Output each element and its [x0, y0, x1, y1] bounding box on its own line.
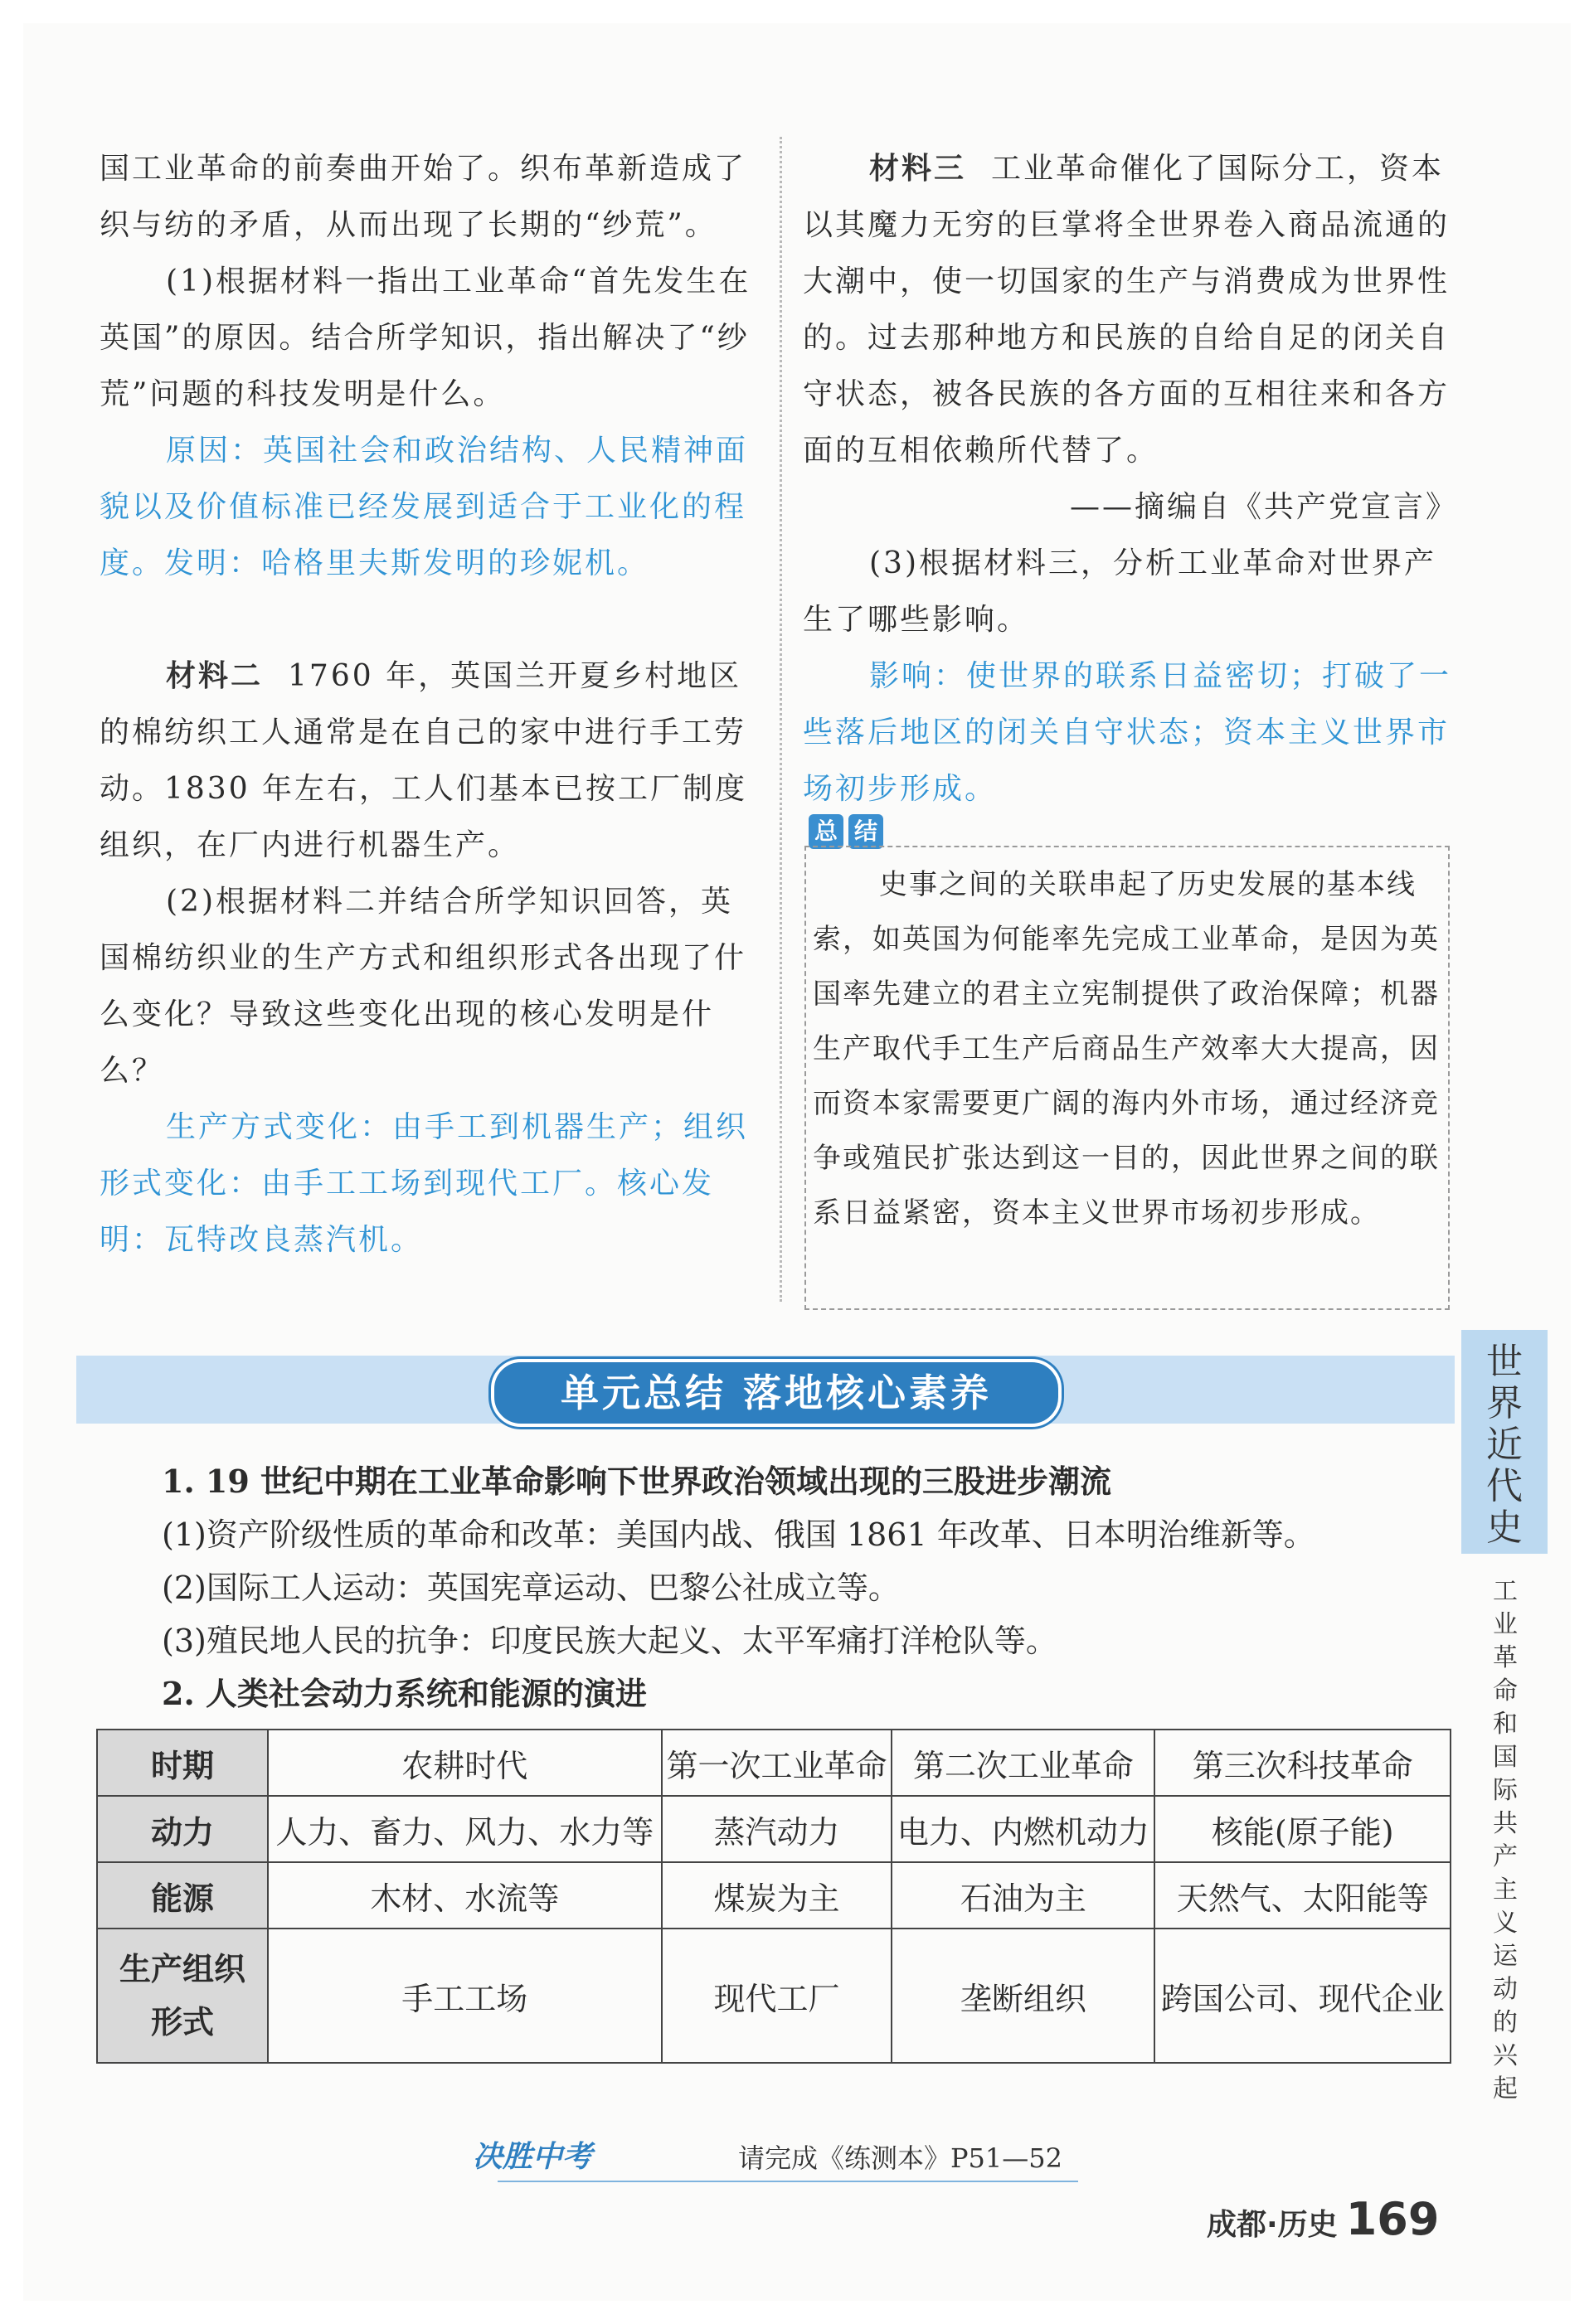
table-cell: 垄断组织 — [892, 1929, 1154, 2063]
table-cell: 跨国公司、现代企业 — [1154, 1929, 1451, 2063]
table-cell: 天然气、太阳能等 — [1154, 1862, 1451, 1929]
subject-label: 成都·历史 — [1207, 2208, 1338, 2242]
unit-summary — [162, 1455, 1455, 1720]
table-cell: 煤炭为主 — [662, 1862, 892, 1929]
unit-heading-2: 2. 人类社会动力系统和能源的演进 — [162, 1675, 647, 1712]
banner-title: 单元总结 落地核心素养 — [491, 1359, 1062, 1427]
table-cell: 时期 — [97, 1730, 268, 1796]
table-cell: 核能(原子能) — [1154, 1796, 1451, 1862]
material-three-label: 材料三 — [869, 152, 967, 186]
material-three-source: ——摘编自《共产党宣言》 — [1069, 490, 1458, 524]
column-divider — [780, 137, 782, 1302]
question-2: (2)根据材料二并结合所学知识回答，英国棉纺织业的生产方式和组织形式各出现了什么变化？导致这些变化出现的核心发明是什么？ — [100, 885, 747, 1088]
table-cell: 人力、畜力、风力、水力等 — [268, 1796, 662, 1862]
table-cell: 第三次科技革命 — [1154, 1730, 1451, 1796]
footer-divider — [498, 2181, 1078, 2182]
spacer — [100, 592, 763, 648]
table-cell: 能源 — [97, 1862, 268, 1929]
footer-logo: 决胜中考 — [473, 2140, 593, 2174]
material-three — [803, 141, 1458, 479]
unit-line-3: (3)殖民地人民的抗争：印度民族大起义、太平军痛打洋枪队等。 — [162, 1623, 1057, 1659]
table-cell: 木材、水流等 — [268, 1862, 662, 1929]
unit-line-2: (2)国际工人运动：英国宪章运动、巴黎公社成立等。 — [162, 1570, 900, 1606]
energy-table — [96, 1729, 1451, 2064]
material-two — [100, 648, 763, 874]
material-two-label: 材料二 — [166, 659, 264, 693]
material-one-tail: 国工业革命的前奏曲开始了。织布革新造成了织与纺的矛盾，从而出现了长期的“纱荒”。 — [100, 152, 747, 242]
table-cell: 第二次工业革命 — [892, 1730, 1154, 1796]
unit-heading-1: 1. 19 世纪中期在工业革命影响下世界政治领域出现的三股进步潮流 — [162, 1463, 1112, 1500]
summary-tag-char: 总 — [809, 814, 843, 849]
table-cell: 蒸汽动力 — [662, 1796, 892, 1862]
answer-3: 影响：使世界的联系日益密切；打破了一些落后地区的闭关自守状态；资本主义世界市场初步形成。 — [803, 659, 1452, 806]
page-number-block — [1207, 2193, 1439, 2245]
table-cell: 电力、内燃机动力 — [892, 1796, 1154, 1862]
side-tab — [1461, 1330, 1548, 1554]
left-column — [100, 141, 763, 1269]
page-number: 169 — [1345, 2193, 1440, 2245]
question-1: (1)根据材料一指出工业革命“首先发生在英国”的原因。结合所学知识，指出解决了“纱荒”问题的科技发明是什么。 — [100, 264, 751, 411]
table-cell: 现代工厂 — [662, 1929, 892, 2063]
material-three-text: 工业革命催化了国际分工，资本以其魔力无穷的巨掌将全世界卷入商品流通的大潮中，使一切国家的生产与消费成为世界性的。过去那种地方和民族的自给自足的闭关自守状态，被各民族的各方面的互相往来和各方面的互相依赖所代替了。 — [803, 152, 1451, 468]
answer-2: 生产方式变化：由手工到机器生产；组织形式变化：由手工工场到现代工厂。核心发明：瓦特改良蒸汽机。 — [100, 1110, 749, 1257]
table-cell: 动力 — [97, 1796, 268, 1862]
summary-text: 史事之间的关联串起了历史发展的基本线索，如英国为何能率先完成工业革命，是因为英国率先建立的君主立宪制提供了政治保障；机器生产取代手工生产后商品生产效率大大提高，因而资本家需要更广阔的海内外市场，通过经济竞争或殖民扩张达到这一目的，因此世界之间的联系日益紧密，资本主义世界市场初步形成。 — [813, 868, 1440, 1230]
table-cell: 手工工场 — [268, 1929, 662, 2063]
summary-box — [804, 846, 1450, 1310]
right-column — [803, 141, 1458, 818]
question-3: (3)根据材料三，分析工业革命对世界产生了哪些影响。 — [803, 546, 1436, 637]
table-row — [97, 1929, 1451, 2063]
table-row — [97, 1796, 1451, 1862]
summary-tag-char: 结 — [848, 814, 883, 849]
table-row — [97, 1862, 1451, 1929]
footer-reference: 请完成《练测本》P51—52 — [738, 2142, 1062, 2174]
table-cell: 生产组织形式 — [97, 1929, 268, 2063]
unit-line-1: (1)资产阶级性质的革命和改革：美国内战、俄国 1861 年改革、日本明治维新等。 — [162, 1516, 1315, 1553]
summary-tag — [809, 814, 883, 849]
side-subtitle: 工业革命和国际共产主义运动的兴起 — [1493, 1577, 1518, 2103]
side-tab-title: 世界近代史 — [1486, 1341, 1523, 1549]
unit-summary-banner — [76, 1356, 1455, 1424]
material-two-text: 1760 年，英国兰开夏乡村地区的棉纺织工人通常是在自己的家中进行手工劳动。1830 年左右，工人们基本已按工厂制度组织，在厂内进行机器生产。 — [100, 659, 748, 862]
table-cell: 农耕时代 — [268, 1730, 662, 1796]
table-cell: 石油为主 — [892, 1862, 1154, 1929]
table-cell: 第一次工业革命 — [662, 1730, 892, 1796]
answer-1: 原因：英国社会和政治结构、人民精神面貌以及价值标准已经发展到适合于工业化的程度。发明：哈格里夫斯发明的珍妮机。 — [100, 434, 749, 580]
table-header-row — [97, 1730, 1451, 1796]
